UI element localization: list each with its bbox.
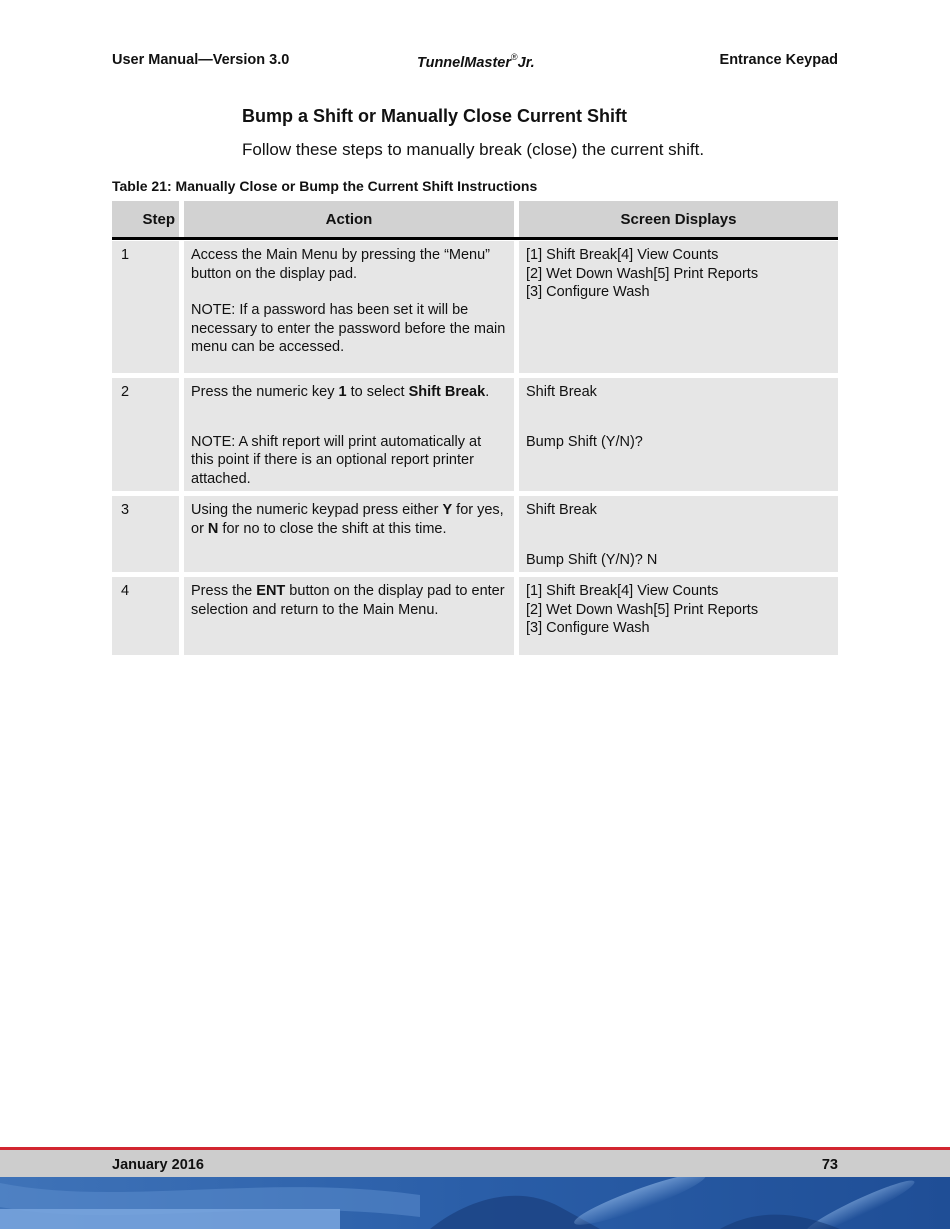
screen-line: Bump Shift (Y/N)?: [526, 433, 643, 450]
key-1: 1: [338, 384, 347, 400]
column-header-screen-displays: Screen Displays: [519, 201, 838, 237]
table-row-1-screen: [519, 241, 838, 373]
footer-date: January 2016: [112, 1157, 204, 1173]
header-product-text: TunnelMaster: [417, 55, 512, 71]
page-number: 73: [821, 1157, 838, 1173]
row-2-note: NOTE: A shift report will print automatically at this point if there is an optional report printer attached.: [191, 433, 482, 487]
table-row-1-step: 1: [112, 241, 179, 373]
screen-line: Shift Break: [526, 502, 597, 518]
column-header-step: Step: [112, 201, 179, 237]
shift-break-label: Shift Break: [408, 384, 486, 400]
row-1-note: NOTE: If a password has been set it will be necessary to enter the password before the main menu can be accessed.: [191, 302, 506, 355]
page-header: [112, 52, 838, 72]
row-4-action-text: Press the ENT button on the display pad to enter selection and return to the Main Menu.: [191, 583, 505, 618]
table-row-3-action: [184, 496, 514, 572]
header-chapter: Entrance Keypad: [719, 52, 838, 68]
key-y: Y: [442, 502, 453, 518]
row-1-action-text: Access the Main Menu by pressing the “Menu” button on the display pad.: [191, 247, 490, 282]
table-row-4-screen: [519, 577, 838, 655]
screen-line: [1] Shift Break[4] View Counts: [526, 583, 719, 599]
screen-line: [2] Wet Down Wash[5] Print Reports: [526, 601, 759, 618]
section-title: Bump a Shift or Manually Close Current Shift: [242, 106, 628, 126]
header-manual-version: User Manual—Version 3.0: [112, 52, 290, 68]
header-product-suffix: Jr.: [517, 55, 535, 71]
table-row-3-screen: [519, 496, 838, 572]
screen-line: [1] Shift Break[4] View Counts: [526, 247, 719, 263]
registered-mark: ®: [511, 52, 518, 62]
screen-line: [3] Configure Wash: [526, 620, 650, 636]
table-caption: Table 21: Manually Close or Bump the Current Shift Instructions: [112, 178, 538, 194]
table-row-2-screen: [519, 378, 838, 491]
screen-line: Bump Shift (Y/N)? N: [526, 551, 658, 568]
row-3-action-text: Using the numeric keypad press either Y for yes, or N for no to close the shift at this time.: [191, 502, 504, 537]
table-row-2-action: [184, 378, 514, 491]
row-2-action-text: Press the numeric key 1 to select Shift Break.: [191, 384, 490, 400]
header-rule: [112, 237, 838, 240]
key-n: N: [207, 520, 219, 537]
table-row-2-step: 2: [112, 378, 179, 491]
screen-line: [2] Wet Down Wash[5] Print Reports: [526, 265, 759, 282]
key-ent: ENT: [256, 583, 286, 599]
screen-line: Shift Break: [526, 384, 597, 400]
column-header-action: Action: [184, 201, 514, 237]
table-row-1-action: [184, 241, 514, 373]
footer-decorative-image: [0, 1177, 950, 1229]
table-row-4-step: 4: [112, 577, 179, 655]
section-subtitle: Follow these steps to manually break (close) the current shift.: [242, 140, 705, 159]
screen-line: [3] Configure Wash: [526, 284, 650, 300]
table-row-3-step: 3: [112, 496, 179, 572]
table-row-4-action: [184, 577, 514, 655]
header-product-name: [417, 52, 535, 71]
